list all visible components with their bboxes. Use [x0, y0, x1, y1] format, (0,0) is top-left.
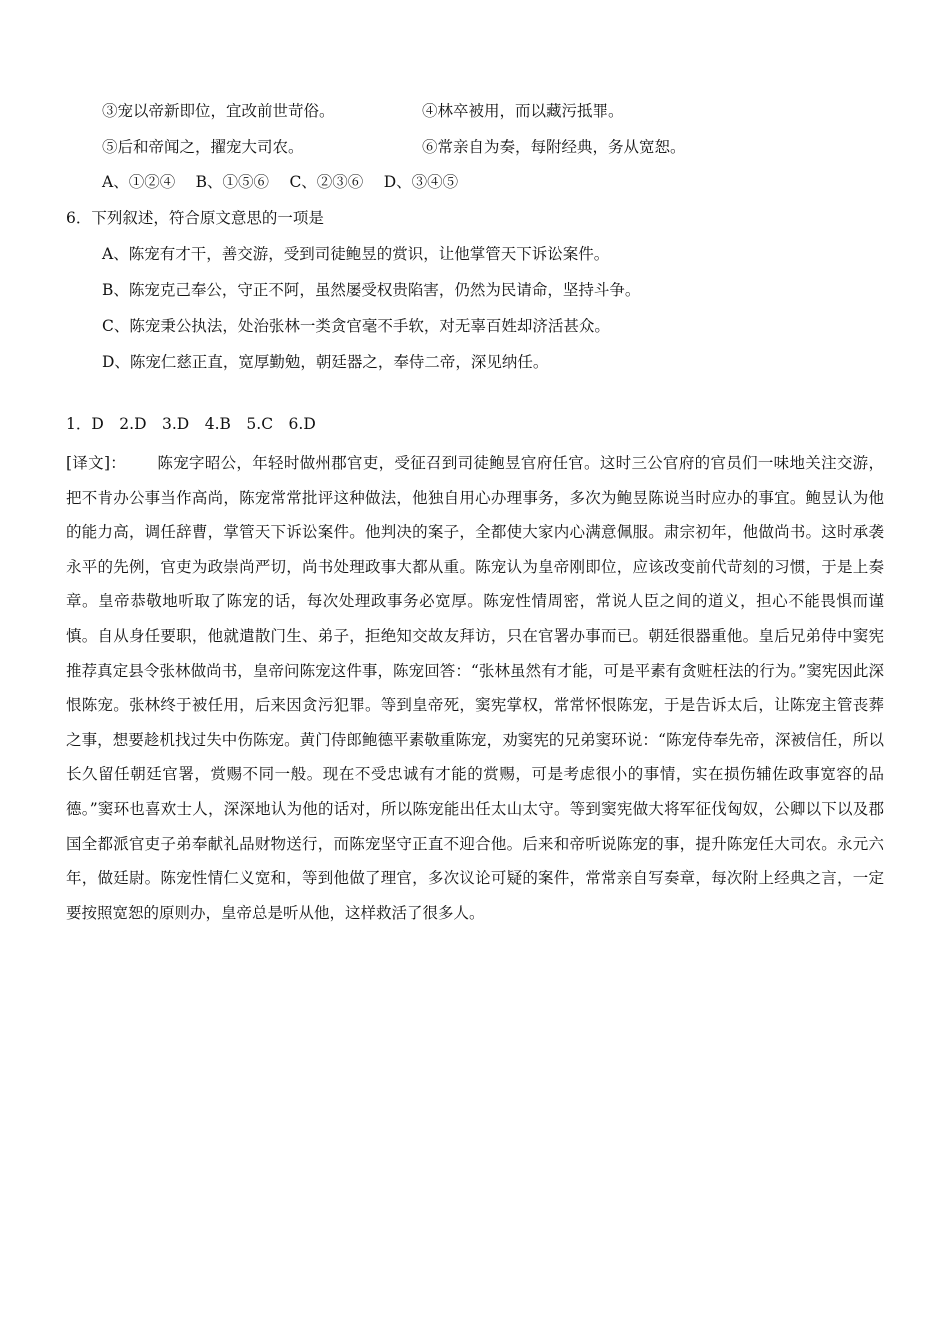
- translation-text: 陈宠字昭公，年轻时做州郡官吏，受征召到司徒鲍昱官府任官。这时三公官府的官员们一味地关注交游，把不肯办公事当作高尚，陈宠常常批评这种做法，他独自用心办理事务，多次为鲍昱陈说当时应办的事宜。鲍昱认为他的能力高，调任辞曹，掌管天下诉讼案件。他判决的案子，全都使大家内心满意佩服。肃宗初年，他做尚书。这时承袭永平的先例，官吏为政崇尚严切，尚书处理政事大都从重。陈宠认为皇帝刚即位，应该改变前代苛刻的习惯，于是上奏章。皇帝恭敬地听取了陈宠的话，每次处理政事务必宽厚。陈宠性情周密，常说人臣之间的道义，担心不能畏惧而谨慎。自从身任要职，他就遣散门生、弟子，拒绝知交故友拜访，只在官署办事而已。朝廷很器重他。皇后兄弟侍中窦宪推荐真定县令张林做尚书，皇帝问陈宠这件事，陈宠回答：“张林虽然有才能，可是平素有贪赃枉法的行为。”窦宪因此深恨陈宠。张林终于被任用，后来因贪污犯罪。等到皇帝死，窦宪掌权，常常怀恨陈宠，于是告诉太后，让陈宠主管丧葬之事，想要趁机找过失中伤陈宠。黄门侍郎鲍德平素敬重陈宠，劝窦宪的兄弟窦环说：“陈宠侍奉先帝，深被信任，所以长久留任朝廷官署，赏赐不同一般。现在不受忠诚有才能的赏赐，可是考虑很小的事情，实在损伤辅佐政事宽容的品德。”窦环也喜欢士人，深深地认为他的话对，所以陈宠能出任太山太守。等到窦宪做大将军征伐匈奴，公卿以下以及郡国全都派官吏子弟奉献礼品财物送行，而陈宠坚守正直不迎合他。后来和帝听说陈宠的事，提升陈宠任大司农。永元六年，做廷尉。陈宠性情仁义宽和，等到他做了理官，多次议论可疑的案件，常常亲自写奏章，每次附上经典之言，一定要按照宽恕的原则办，皇帝总是听从他，这样救活了很多人。: [66, 454, 884, 922]
- question-6-option-d: D、陈宠仁慈正直，宽厚勤勉，朝廷器之，奉侍二帝，深见纳任。: [102, 353, 549, 371]
- translation-paragraph: [66, 446, 884, 930]
- question-6-option-a: A、陈宠有才干，善交游，受到司徒鲍昱的赏识，让他掌管天下诉讼案件。: [102, 245, 610, 263]
- question-6-stem: 6．下列叙述，符合原文意思的一项是: [66, 209, 324, 227]
- question-6-option-b: B、陈宠克己奉公，守正不阿，虽然屡受权贵陷害，仍然为民请命，坚持斗争。: [102, 281, 641, 299]
- statement-5: ⑤后和帝闻之，擢宠大司农。: [102, 138, 304, 156]
- statement-6: ⑥常亲自为奏，每附经典，务从宽恕。: [422, 138, 686, 156]
- question-5-options: A、①②④ B、①⑤⑥ C、②③⑥ D、③④⑤: [102, 173, 459, 191]
- translation-label: [译文]：: [66, 454, 127, 472]
- statement-3: ③宠以帝新即位，宜改前世苛俗。: [102, 102, 335, 120]
- statement-4: ④林卒被用，而以藏污抵罪。: [422, 102, 624, 120]
- answer-key: 1．D 2.D 3.D 4.B 5.C 6.D: [66, 415, 316, 433]
- statement-row-3-4: [102, 101, 624, 121]
- question-6-option-c: C、陈宠秉公执法，处治张林一类贪官毫不手软，对无辜百姓却济活甚众。: [102, 317, 610, 335]
- statement-row-5-6: [102, 137, 686, 157]
